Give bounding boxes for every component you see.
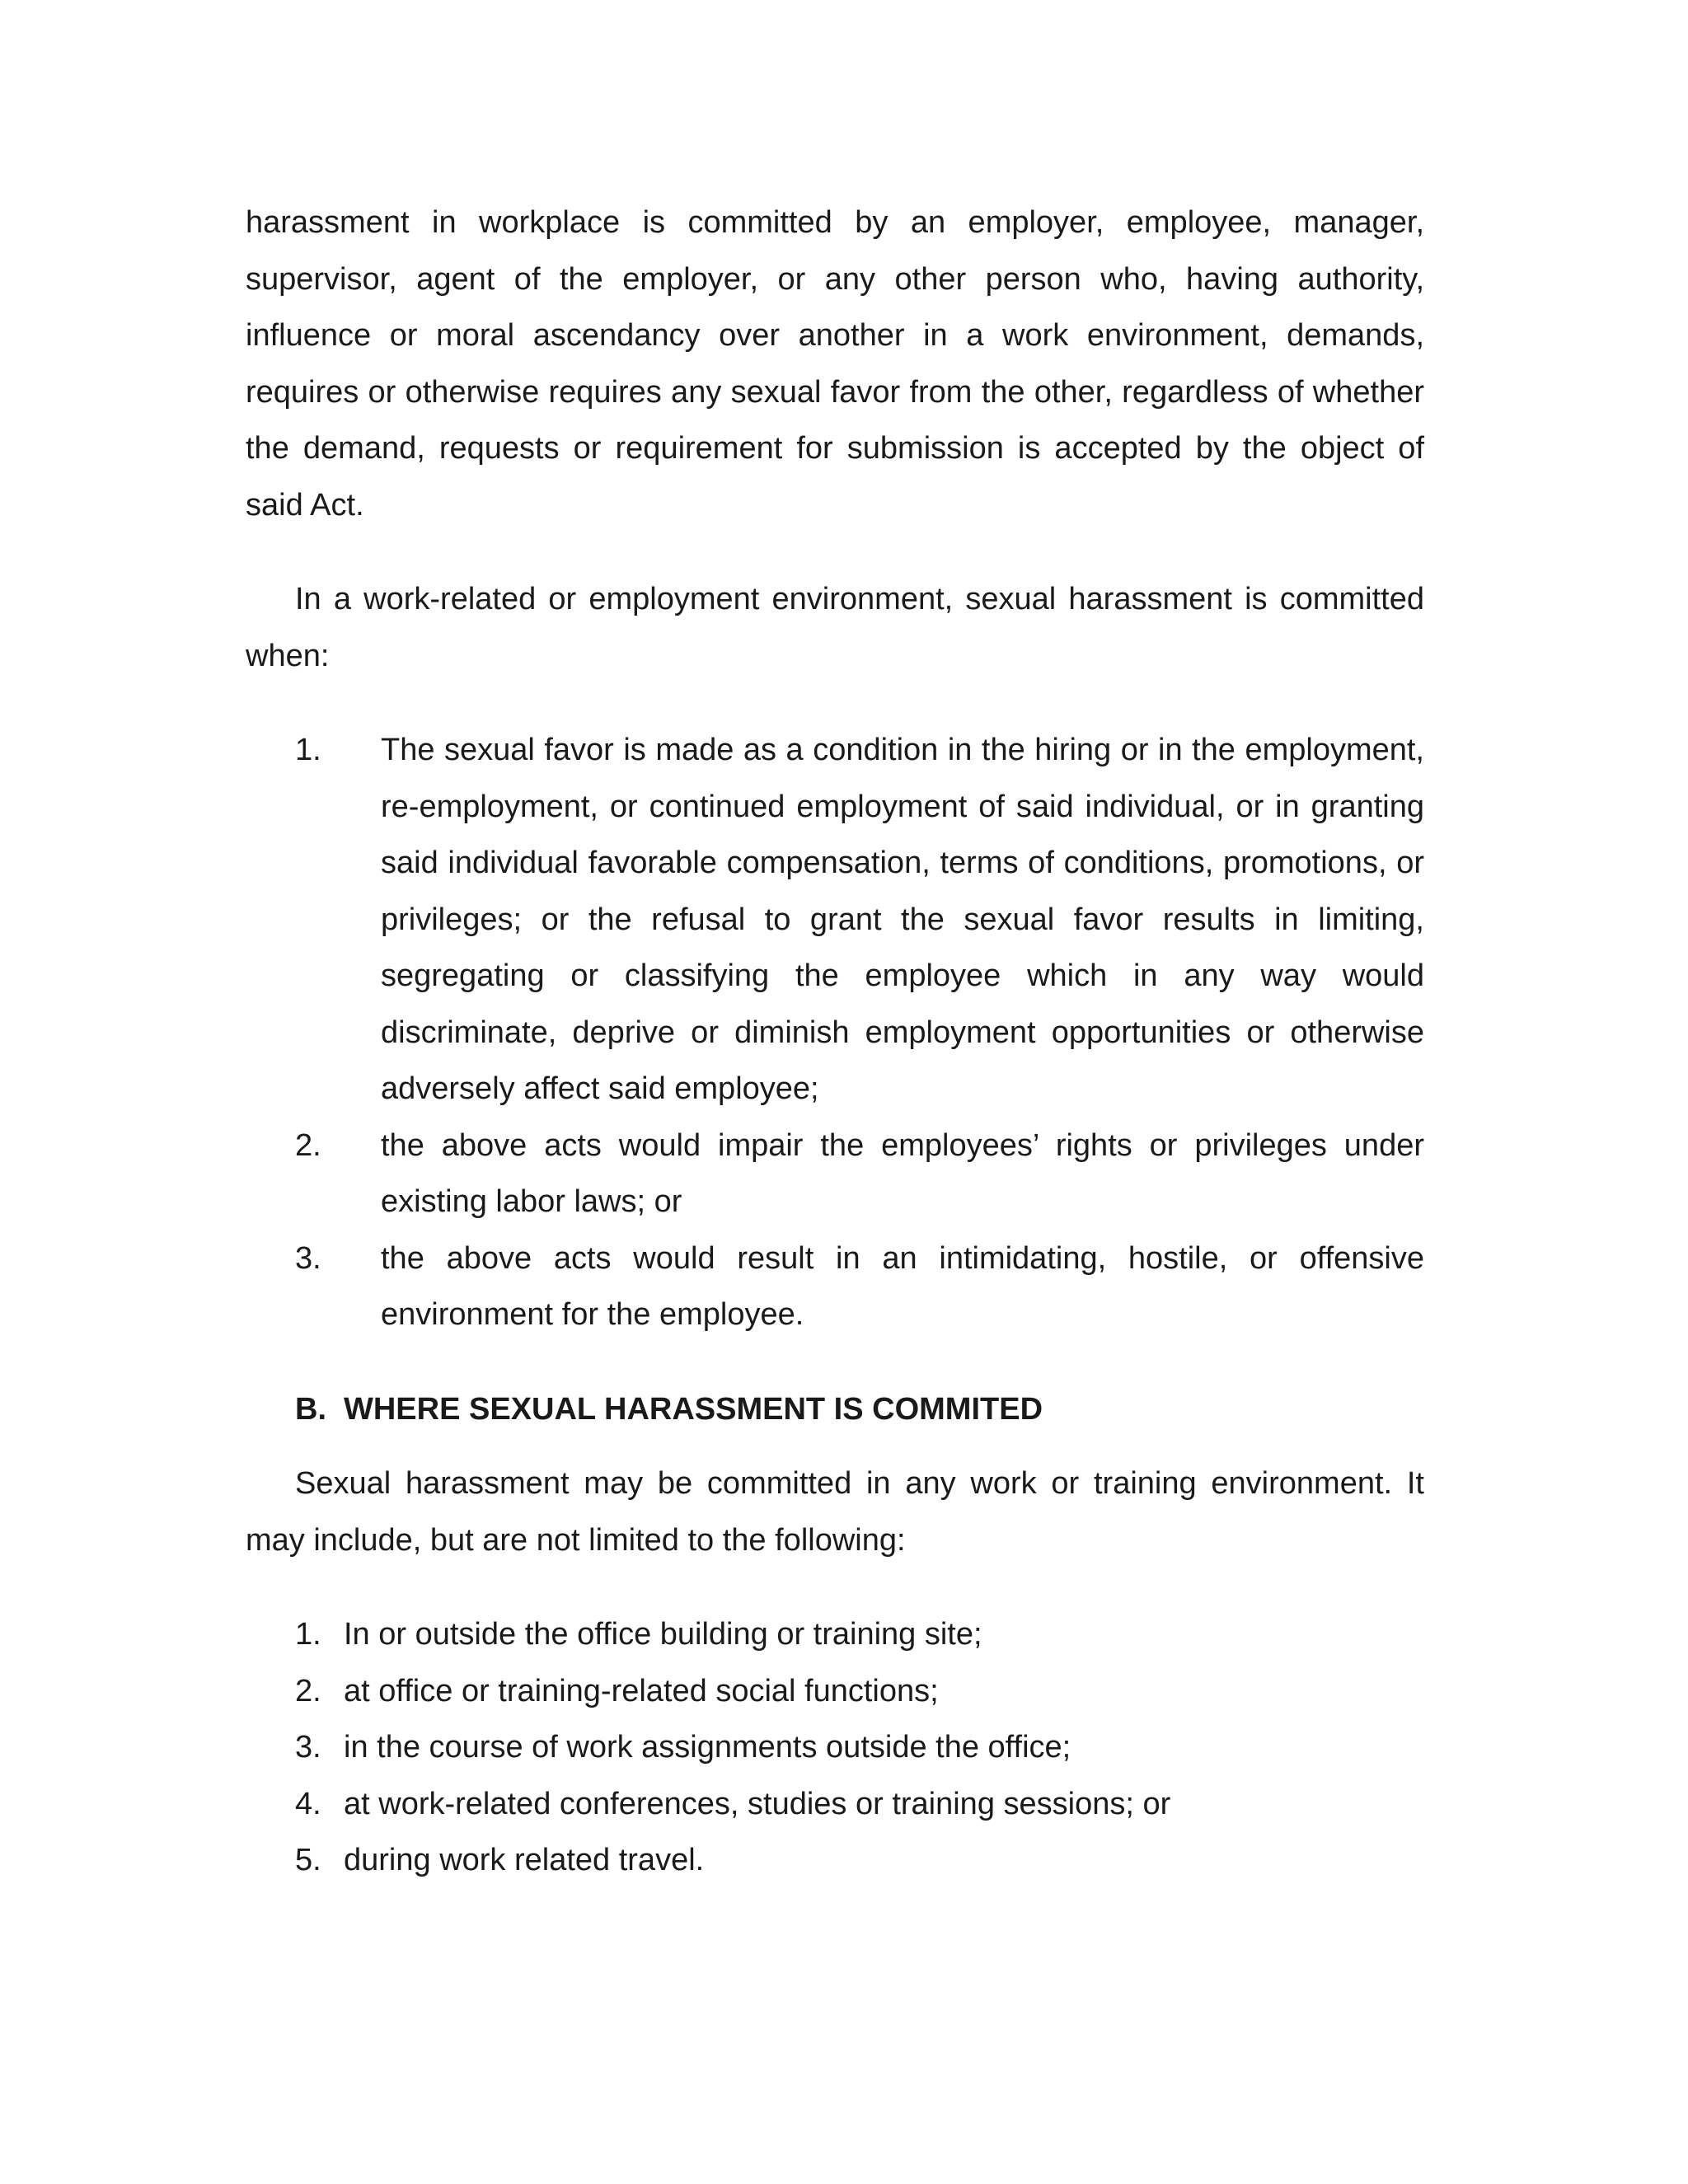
work-related-paragraph: In a work-related or employment environment, sexual harassment is committed when: — [246, 582, 1424, 673]
list-item-number: 4. — [295, 1786, 321, 1821]
list-item-text: The sexual favor is made as a condition in the hiring or in the employment, re-employment, or continued employment of said individual, or in granting said individual favorable compensation, terms of conditions, promotions, or privileges; or the refusal to grant the sexual favor results in limiting, segregating or classifying the employee which in any way would discriminate, deprive or diminish employment opportunities or otherwise adversely affect said employee; — [381, 733, 1424, 1106]
section-paragraph: Sexual harassment may be committed in any work or training environment. It may include, but are not limited to the following: — [246, 1466, 1424, 1558]
document-body — [246, 194, 1424, 1889]
list-item-number: 2. — [295, 1127, 321, 1163]
list-item-number: 3. — [295, 1240, 321, 1276]
list-item-number: 5. — [295, 1843, 321, 1877]
places-list — [295, 1606, 1424, 1889]
section-title: WHERE SEXUAL HARASSMENT IS COMMITED — [344, 1391, 1043, 1427]
list-item-number: 1. — [295, 733, 321, 767]
list-item-text: during work related travel. — [344, 1843, 705, 1877]
list-item — [295, 1776, 1424, 1833]
list-item-text: at office or training-related social functions; — [344, 1673, 939, 1708]
conditions-list — [295, 722, 1424, 1343]
list-item — [295, 1606, 1424, 1663]
list-item-text: at work-related conferences, studies or training sessions; or — [344, 1786, 1171, 1821]
list-item-text: in the course of work assignments outside the office; — [344, 1730, 1071, 1765]
list-item — [295, 1719, 1424, 1776]
list-item — [295, 1663, 1424, 1720]
list-item-text: the above acts would impair the employees’ rights or privileges under existing labor laws; or — [381, 1127, 1424, 1219]
list-item-number: 3. — [295, 1730, 321, 1765]
section-letter: B. — [295, 1391, 326, 1427]
list-item-text: the above acts would result in an intimidating, hostile, or offensive environment for the employee. — [381, 1240, 1424, 1332]
list-item-number: 1. — [295, 1617, 321, 1652]
list-item-number: 2. — [295, 1673, 321, 1708]
intro-paragraph: harassment in workplace is committed by an employer, employee, manager, supervisor, agent of the employer, or any other person who, having authority, influence or moral ascendancy over another in a work environment, demands, requires or otherwise requires any sexual favor from the other, regardless of whether the demand, requests or requirement for submission is accepted by the object of said Act. — [246, 205, 1424, 523]
list-item — [295, 1230, 1424, 1343]
list-item — [295, 722, 1424, 1118]
list-item-text: In or outside the office building or training site; — [344, 1617, 982, 1652]
list-item — [295, 1832, 1424, 1889]
list-item — [295, 1118, 1424, 1230]
section-heading — [295, 1381, 1424, 1438]
